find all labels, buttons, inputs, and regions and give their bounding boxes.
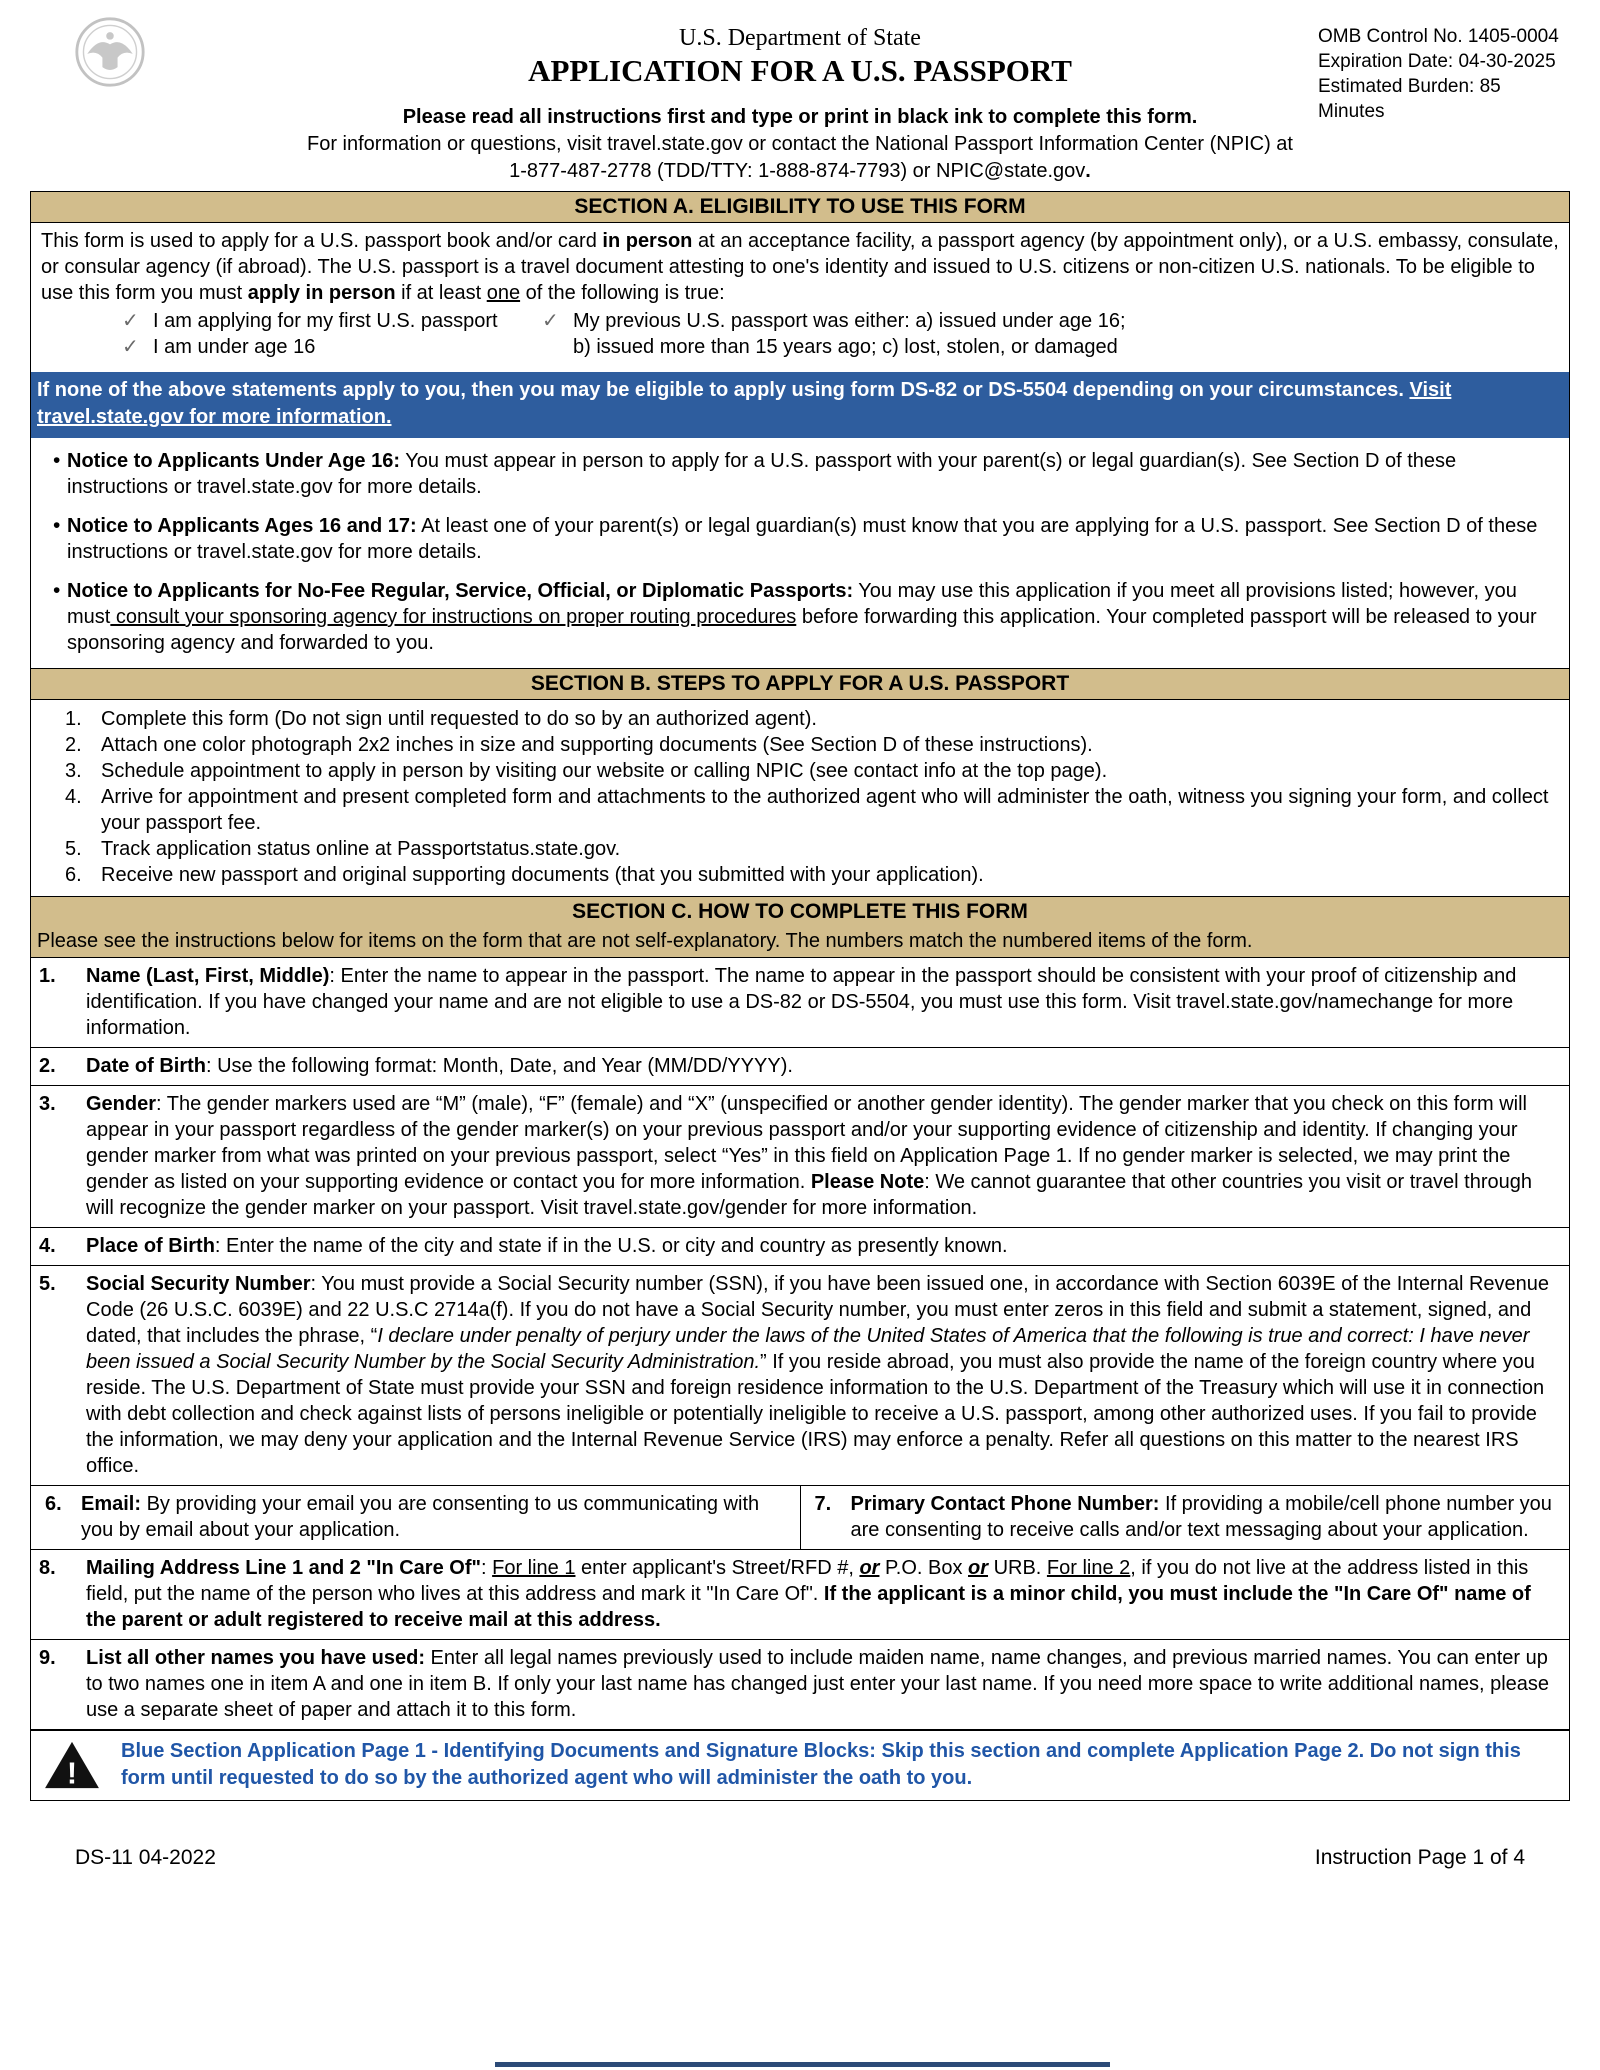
item-1-name xyxy=(31,958,1569,1047)
intro-contact-line-2: 1-877-487-2778 (TDD/TTY: 1-888-874-7793) or NPIC@state.gov. xyxy=(509,160,1091,182)
item-8-mailing-address xyxy=(31,1549,1569,1639)
item-text: List all other names you have used: Enter all legal names previously used to include maiden name, name changes, and previous married names. You can enter up to two names one in item A and one in item B. If only your last name has changed just enter your last name. If you need more space to write additional names, please use a separate sheet of paper and attach it to this form. xyxy=(86,1647,1550,1721)
section-b-title: SECTION B. STEPS TO APPLY FOR A U.S. PASSPORT xyxy=(530,672,1070,695)
section-a-header xyxy=(31,192,1569,223)
form-title: APPLICATION FOR A U.S. PASSPORT xyxy=(528,53,1072,88)
item-number: 4. xyxy=(39,1235,56,1257)
check-item-label: b) issued more than 15 years ago; c) lost, stolen, or damaged xyxy=(573,336,1118,358)
item-3-gender xyxy=(31,1085,1569,1227)
omb-expiration-date: Expiration Date: 04-30-2025 xyxy=(1318,51,1556,72)
item-text: Primary Contact Phone Number: If providing a mobile/cell phone number you are consenting to receive calls and/or text messaging about your application. xyxy=(850,1493,1552,1541)
item-number: 2. xyxy=(39,1055,56,1077)
step-number: 1. xyxy=(65,708,82,730)
item-text: Date of Birth: Use the following format: Month, Date, and Year (MM/DD/YYYY). xyxy=(86,1055,793,1077)
checklist-left-column xyxy=(122,308,542,360)
item-number: 1. xyxy=(39,965,56,987)
step-4 xyxy=(65,784,1559,836)
step-number: 3. xyxy=(65,760,82,782)
intro-contact-line-1: For information or questions, visit travel.state.gov or contact the National Passport Information Center (NPIC) at xyxy=(307,133,1293,155)
warning-text: Blue Section Application Page 1 - Identifying Documents and Signature Blocks: Skip this section and complete Application Page 2. Do not sign this form until requested to do so by the authorized agent who will administer the oath to you. xyxy=(121,1740,1521,1789)
ds82-eligibility-banner: If none of the above statements apply to you, then you may be eligible to apply using form DS-82 or DS-5504 depending on your circumstances. Visit travel.state.gov for more information. xyxy=(31,372,1569,438)
eligibility-intro-text: This form is used to apply for a U.S. passport book and/or card in person at an acceptance facility, a passport agency (by appointment only), or a U.S. embassy, consulate, or consular agency (if abroad). The U.S. passport is a travel document attesting to one's identity and issued to U.S. citizens or non-citizen U.S. nationals. To be eligible to use this form you must apply in person if at least one of the following is true: xyxy=(41,230,1559,304)
section-c-title: SECTION C. HOW TO COMPLETE THIS FORM xyxy=(572,900,1028,923)
item-text: Place of Birth: Enter the name of the city and state if in the U.S. or city and country as presently known. xyxy=(86,1235,1008,1257)
check-item-label: I am applying for my first U.S. passport xyxy=(153,310,498,332)
step-text: Arrive for appointment and present completed form and attachments to the authorized agent who will administer the oath, witness you signing your form, and collect your passport fee. xyxy=(101,786,1549,834)
notice-no-fee-passports xyxy=(41,578,1557,656)
check-item-previous-passport-continued xyxy=(542,334,1559,360)
svg-text:!: ! xyxy=(66,1755,78,1790)
item-9-other-names xyxy=(31,1639,1569,1729)
notice-text: Notice to Applicants Under Age 16: You must appear in person to apply for a U.S. passport with your parent(s) or legal guardian(s). See Section D of these instructions or travel.state.gov for more details. xyxy=(67,450,1457,498)
check-icon: ✓ xyxy=(122,310,139,332)
check-item-label: My previous U.S. passport was either: a) issued under age 16; xyxy=(573,310,1126,332)
item-number: 8. xyxy=(39,1557,56,1579)
check-icon: ✓ xyxy=(542,310,559,332)
blue-section-warning xyxy=(31,1729,1569,1800)
notice-text: Notice to Applicants Ages 16 and 17: At least one of your parent(s) or legal guardian(s) must know that you are applying for a U.S. passport. See Section D of these instructions or travel.state.gov for more details. xyxy=(67,515,1538,563)
check-icon: ✓ xyxy=(122,336,139,358)
page-bottom-bar xyxy=(495,2062,1110,2067)
notice-text: Notice to Applicants for No-Fee Regular, Service, Official, or Diplomatic Passports: You may use this application if you meet all provisions listed; however, you must consult your sponsoring agency for instructions on proper routing procedures before forwarding this application. Your completed passport will be released to your sponsoring agency and forwarded to you. xyxy=(67,580,1537,654)
section-c-header xyxy=(31,897,1569,927)
item-7-primary-contact-phone xyxy=(800,1486,1570,1549)
page-number: Instruction Page 1 of 4 xyxy=(1314,1846,1525,1869)
item-text: Mailing Address Line 1 and 2 "In Care Of": For line 1 enter applicant's Street/RFD #, or P.O. Box or URB. For line 2, if you do not live at the address listed in this field, put the name of the person who lives at this address and mark it "In Care Of". If the applicant is a minor child, you must include the "In Care Of" name of the parent or adult registered to receive mail at this address. xyxy=(86,1557,1531,1631)
item-4-place-of-birth xyxy=(31,1227,1569,1265)
step-5 xyxy=(65,836,1559,862)
item-text: Name (Last, First, Middle): Enter the name to appear in the passport. The name to appear in the passport should be consistent with your proof of citizenship and identification. If you have changed your name and are not eligible to use a DS-82 or DS-5504, you must use this form. Visit travel.state.gov/namechange for more information. xyxy=(86,965,1517,1039)
great-seal-icon xyxy=(74,16,146,88)
omb-control-number: OMB Control No. 1405-0004 xyxy=(1318,26,1559,47)
section-a-notices xyxy=(31,438,1569,668)
item-number: 5. xyxy=(39,1273,56,1295)
item-2-date-of-birth xyxy=(31,1047,1569,1085)
item-number: 7. xyxy=(814,1493,832,1515)
step-3 xyxy=(65,758,1559,784)
item-text: Gender: The gender markers used are “M” (male), “F” (female) and “X” (unspecified or another gender identity). The gender marker that you check on this form will appear in your passport regardless of the gender marker(s) on your previous passport and/or your supporting evidence of citizenship and identity. If changing your gender marker from what was printed on your previous passport, select “Yes” in this field on Application Page 1. If no gender marker is selected, we may print the gender as listed on your supporting evidence or contact you for more information. Please Note: We cannot guarantee that other countries you visit or travel through will recognize the gender marker on your passport. Visit travel.state.gov/gender for more information. xyxy=(86,1093,1532,1219)
item-number: 9. xyxy=(39,1647,56,1669)
item-6-email xyxy=(31,1486,800,1549)
item-6-7-row xyxy=(31,1485,1569,1549)
form-number: DS-11 04-2022 xyxy=(75,1846,216,1869)
bullet-icon: • xyxy=(53,514,61,537)
step-2 xyxy=(65,732,1559,758)
check-item-under-age-16 xyxy=(122,334,542,360)
check-item-label: I am under age 16 xyxy=(153,336,316,358)
bullet-icon: • xyxy=(53,449,61,472)
section-b-header xyxy=(31,669,1569,700)
step-number: 4. xyxy=(65,786,82,808)
section-c xyxy=(30,896,1570,1801)
omb-estimated-burden: Estimated Burden: 85 Minutes xyxy=(1318,76,1501,122)
step-number: 6. xyxy=(65,864,82,886)
section-b-steps xyxy=(31,700,1569,896)
step-6 xyxy=(65,862,1559,888)
step-text: Receive new passport and original supporting documents (that you submitted with your application). xyxy=(101,864,984,886)
step-number: 2. xyxy=(65,734,82,756)
item-text: Social Security Number: You must provide a Social Security number (SSN), if you have been issued one, in accordance with Section 6039E of the Internal Revenue Code (26 U.S.C. 6039E) and 22 U.S.C 2714a(f). If you do not have a Social Security number, you must enter zeros in this field and submit a statement, signed, and dated, that includes the phrase, “I declare under penalty of perjury under the laws of the United States of America that the following is true and correct: I have never been issued a Social Security Number by the Social Security Administration.” If you reside abroad, you must also provide the name of the foreign country where you reside. The U.S. Department of State must provide your SSN and foreign residence information to the U.S. Department of the Treasury which will use it in connection with debt collection and check against lists of persons ineligible or potentially ineligible to receive a U.S. passport, among other authorized uses. If you fail to provide the information, we may deny your application and the Internal Revenue Service (IRS) may enforce a penalty. Refer all questions on this matter to the nearest IRS office. xyxy=(86,1273,1550,1477)
item-5-social-security-number xyxy=(31,1265,1569,1485)
eligibility-checklist xyxy=(41,306,1559,366)
notice-under-age-16 xyxy=(41,448,1557,500)
bullet-icon: • xyxy=(53,579,61,602)
page-footer xyxy=(30,1845,1570,1871)
intro-instruction-line: Please read all instructions first and type or print in black ink to complete this form. xyxy=(402,106,1198,128)
step-text: Track application status online at Passportstatus.state.gov. xyxy=(101,838,621,860)
check-item-previous-passport xyxy=(542,308,1559,334)
step-number: 5. xyxy=(65,838,82,860)
great-seal-icon xyxy=(74,16,146,88)
omb-block xyxy=(1318,24,1570,124)
checklist-right-column xyxy=(542,308,1559,360)
check-item-first-passport xyxy=(122,308,542,334)
section-a xyxy=(30,191,1570,669)
section-b xyxy=(30,668,1570,897)
step-text: Complete this form (Do not sign until requested to do so by an authorized agent). xyxy=(101,708,817,730)
item-number: 3. xyxy=(39,1093,56,1115)
warning-icon xyxy=(43,1740,101,1790)
notice-ages-16-17 xyxy=(41,513,1557,565)
step-text: Schedule appointment to apply in person by visiting our website or calling NPIC (see contact info at the top page). xyxy=(101,760,1108,782)
item-number: 6. xyxy=(45,1493,62,1515)
section-a-title: SECTION A. ELIGIBILITY TO USE THIS FORM xyxy=(574,195,1026,218)
step-1 xyxy=(65,706,1559,732)
section-c-subtitle: Please see the instructions below for items on the form that are not self-explanatory. The numbers match the numbered items of the form. xyxy=(31,927,1569,958)
department-title: U.S. Department of State xyxy=(679,25,921,51)
item-text: Email: By providing your email you are consenting to us communicating with you by email about your application. xyxy=(81,1493,760,1541)
step-text: Attach one color photograph 2x2 inches in size and supporting documents (See Section D of these instructions). xyxy=(101,734,1093,756)
section-a-eligibility xyxy=(31,223,1569,372)
section-c-items xyxy=(31,958,1569,1800)
